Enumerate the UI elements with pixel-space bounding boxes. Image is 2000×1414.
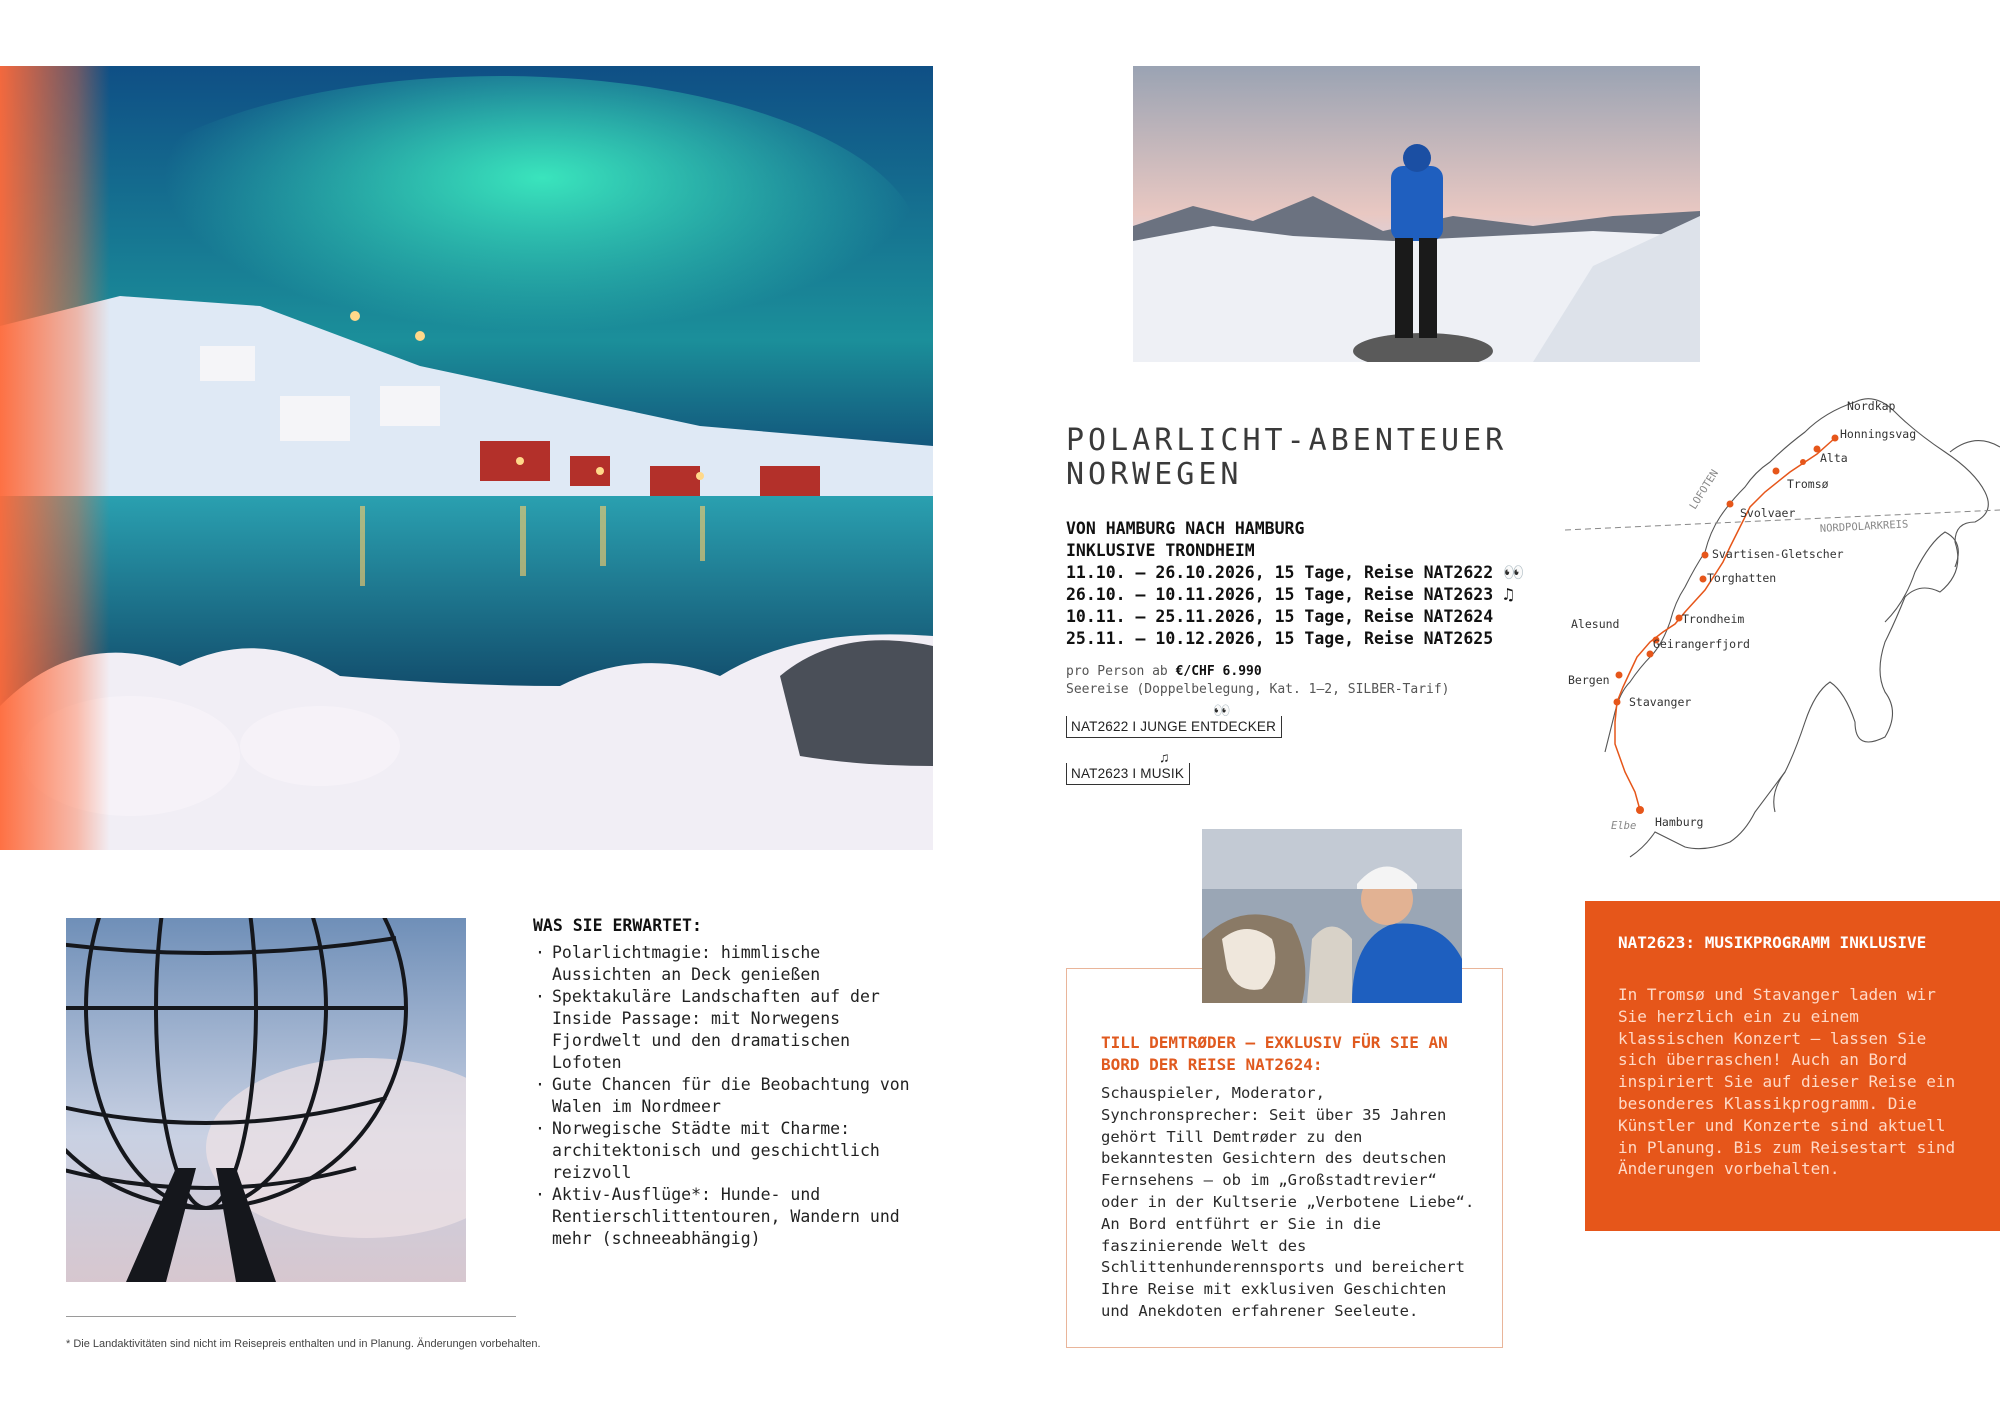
tag-junge-entdecker	[1066, 702, 1282, 738]
map-city-label: Geirangerfjord	[1653, 637, 1750, 651]
music-note-icon: ♫	[1159, 749, 1170, 765]
date-text: 26.10. – 10.11.2026, 15 Tage, Reise NAT2623	[1066, 585, 1494, 604]
expect-heading: WAS SIE ERWARTET:	[533, 916, 702, 935]
tag-musik	[1066, 749, 1190, 785]
map-city-label: Alta	[1820, 451, 1848, 465]
expect-list	[533, 942, 913, 1250]
route-info	[1066, 518, 1304, 562]
nordkap-globe-photo	[66, 918, 466, 1282]
map-city-label: Alesund	[1571, 617, 1620, 631]
date-text: 25.11. – 10.12.2026, 15 Tage, Reise NAT2625	[1066, 629, 1494, 648]
tag-label: NAT2623 I MUSIK	[1071, 766, 1185, 781]
price-note: Seereise (Doppelbelegung, Kat. 1–2, SILBER-Tarif)	[1066, 682, 1450, 697]
list-item: · Norwegische Städte mit Charme: architektonisch und geschichtlich reizvoll	[533, 1118, 913, 1184]
price-amount: €/CHF 6.990	[1175, 664, 1262, 679]
map-city-label: Stavanger	[1629, 695, 1692, 709]
date-row	[1066, 584, 1524, 606]
footnote-divider	[66, 1316, 516, 1317]
map-city-label: Torghatten	[1707, 571, 1777, 585]
map-city-label: Bergen	[1568, 673, 1610, 687]
date-row	[1066, 606, 1524, 628]
date-text: 10.11. – 25.11.2026, 15 Tage, Reise NAT2624	[1066, 607, 1494, 626]
map-region-label: LOFOTEN	[1687, 467, 1722, 512]
map-city-label: Honningsvag	[1840, 427, 1917, 441]
music-heading: NAT2623: MUSIKPROGRAMM INKLUSIVE	[1618, 933, 1927, 952]
date-row	[1066, 628, 1524, 650]
till-text: Schauspieler, Moderator, Synchronsprecher: Seit über 35 Jahren gehört Till Demtrøder zu den bekanntesten Gesichtern des deutschen Fernsehens – ob im „Großstadtrevier“ oder in der Kultserie „Verbotene Liebe“. An Bord entführt er Sie in die faszinierende Welt des Schlittenhunderennsports und bereichert Ihre Reise mit exklusiven Geschichten und Anekdoten erfahrener Seeleute.	[1101, 1084, 1475, 1320]
coastline-outline	[1605, 399, 2000, 857]
music-text: In Tromsø und Stavanger laden wir Sie herzlich ein zu einem klassischen Konzert – lassen Sie sich überraschen! Auch an Bord inspiriert Sie auf dieser Reise ein besonderes Klassikprogramm. Die Künstler und Konzerte sind aktuell in Planung. Bis zum Reisestart sind Änderungen vorbehalten.	[1618, 985, 1956, 1179]
list-item: · Polarlichtmagie: himmlische Aussichten an Deck genießen	[533, 942, 913, 986]
tag-label: NAT2622 I JUNGE ENTDECKER	[1071, 719, 1277, 734]
travel-dates	[1066, 562, 1524, 650]
till-demtroder-huskies-photo	[1202, 829, 1462, 1003]
binoculars-icon: 👀	[1503, 563, 1525, 583]
binoculars-icon: 👀	[1213, 702, 1231, 718]
hiker-snow-mountains-photo	[1133, 66, 1700, 362]
map-region-label: Elbe	[1611, 820, 1637, 832]
list-item: · Gute Chancen für die Beobachtung von Walen im Nordmeer	[533, 1074, 913, 1118]
route-line-1: VON HAMBURG NACH HAMBURG	[1066, 519, 1305, 538]
aurora-village-photo	[0, 66, 933, 850]
price-line	[1066, 663, 1450, 681]
page-title	[1066, 424, 1507, 492]
map-city-label: Nordkap	[1847, 399, 1896, 413]
price-prefix: pro Person ab	[1066, 664, 1176, 679]
date-text: 11.10. – 26.10.2026, 15 Tage, Reise NAT2622	[1066, 563, 1494, 582]
map-city-label: Svolvaer	[1740, 506, 1796, 520]
map-city-label: Hamburg	[1655, 815, 1704, 829]
price-info	[1066, 663, 1450, 699]
list-item: · Spektakuläre Landschaften auf der Inside Passage: mit Norwegens Fjordwelt und den dramatischen Lofoten	[533, 986, 913, 1074]
route-map	[1555, 392, 2000, 862]
map-city-label: Svartisen-Gletscher	[1712, 547, 1844, 561]
map-region-label: NORDPOLARKREIS	[1819, 518, 1909, 535]
date-row	[1066, 562, 1524, 584]
map-city-label: Tromsø	[1787, 477, 1829, 491]
footnote: * Die Landaktivitäten sind nicht im Reisepreis enthalten und in Planung. Änderungen vorbehalten.	[66, 1338, 541, 1350]
title-line-1: POLARLICHT-ABENTEUER	[1066, 423, 1508, 458]
map-city-label: Trondheim	[1682, 612, 1745, 626]
route-line-2: INKLUSIVE TRONDHEIM	[1066, 541, 1255, 560]
title-line-2: NORWEGEN	[1066, 457, 1243, 492]
list-item: · Aktiv-Ausflüge*: Hunde- und Rentierschlittentouren, Wandern und mehr (schneeabhängig)	[533, 1184, 913, 1250]
till-heading: TILL DEMTRØDER – EXKLUSIV FÜR SIE AN BORD DER REISE NAT2624:	[1101, 1033, 1448, 1074]
music-note-icon: ♫	[1503, 585, 1514, 605]
